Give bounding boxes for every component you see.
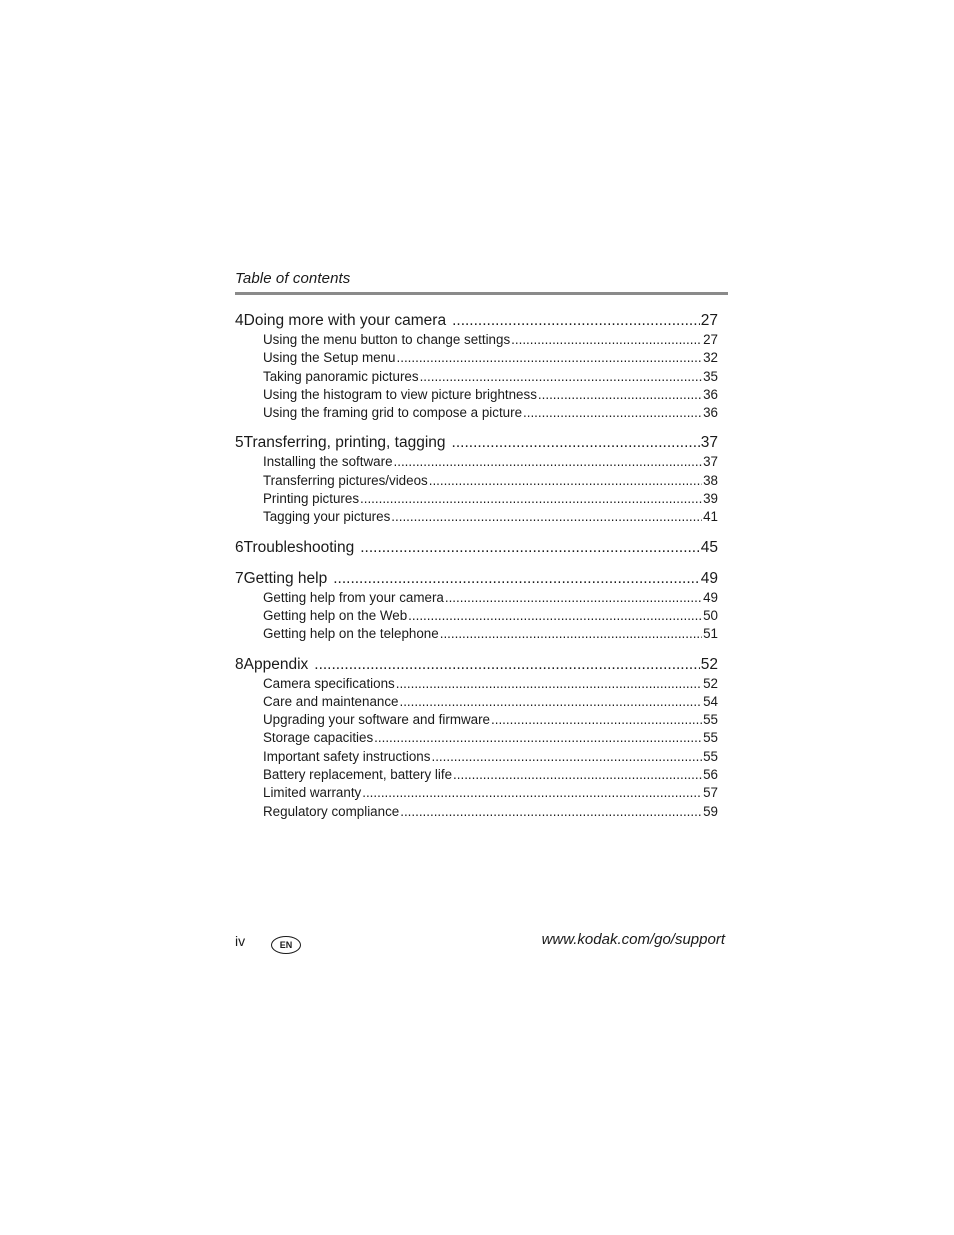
toc-chapter-entry[interactable]	[235, 538, 718, 558]
page-number: 50	[703, 607, 718, 623]
chapter-number: 5	[235, 434, 244, 452]
page-number: 41	[703, 509, 718, 525]
dot-leader	[391, 508, 702, 526]
page-number: 49	[703, 589, 718, 605]
toc-chapter-entry[interactable]	[235, 655, 718, 675]
dot-leader	[399, 693, 702, 711]
page-number: 45	[700, 538, 718, 556]
toc-section-entry[interactable]	[235, 729, 718, 747]
section-title: Using the histogram to view picture brightness	[263, 386, 537, 402]
dot-leader	[397, 349, 703, 367]
dot-leader	[452, 311, 700, 331]
toc-section-entry[interactable]	[235, 331, 718, 349]
dot-leader	[453, 766, 702, 784]
dot-leader	[333, 569, 700, 589]
page-number: 35	[703, 368, 718, 384]
toc-chapter-entry[interactable]	[235, 433, 718, 453]
section-title: Using the framing grid to compose a picture	[263, 405, 523, 421]
section-title: Transferring pictures/videos	[263, 472, 428, 488]
toc-chapter-5	[235, 433, 718, 526]
section-title: Battery replacement, battery life	[263, 767, 453, 783]
toc-section-entry[interactable]	[235, 803, 718, 821]
dot-leader	[431, 748, 702, 766]
dot-leader	[523, 404, 702, 422]
chapter-title: Appendix	[243, 655, 309, 673]
toc-section-entry[interactable]	[235, 625, 718, 643]
dot-leader	[396, 675, 702, 693]
section-title: Tagging your pictures	[263, 509, 391, 525]
chapter-title: Getting help	[243, 569, 328, 587]
page-number: 38	[703, 472, 718, 488]
chapter-title: Transferring, printing, tagging	[243, 434, 446, 452]
page-number: 59	[703, 803, 718, 819]
toc-section-entry[interactable]	[235, 766, 718, 784]
page-number: 37	[700, 434, 718, 452]
toc-section-entry[interactable]	[235, 490, 718, 508]
page-number: 37	[703, 454, 718, 470]
toc-chapter-entry[interactable]	[235, 569, 718, 589]
page-number: 32	[703, 350, 718, 366]
header-rule	[235, 292, 728, 295]
toc-section-entry[interactable]	[235, 349, 718, 367]
dot-leader	[408, 607, 702, 625]
page-number: 49	[700, 569, 718, 587]
page-number: 52	[703, 675, 718, 691]
section-title: Installing the software	[263, 454, 393, 470]
page-number: 55	[703, 712, 718, 728]
section-title: Getting help on the Web	[263, 607, 408, 623]
chapter-title: Doing more with your camera	[243, 312, 447, 329]
dot-leader	[360, 538, 700, 558]
dot-leader	[491, 711, 702, 729]
toc-section-entry[interactable]	[235, 675, 718, 693]
dot-leader	[511, 331, 702, 349]
chapter-number: 4	[235, 312, 244, 329]
dot-leader	[538, 386, 702, 404]
dot-leader	[374, 729, 702, 747]
page-folio: iv	[235, 933, 246, 949]
section-title: Upgrading your software and firmware	[263, 712, 491, 728]
section-title: Using the Setup menu	[263, 350, 396, 366]
section-title: Taking panoramic pictures	[263, 368, 419, 384]
dot-leader	[400, 803, 702, 821]
section-title: Printing pictures	[263, 491, 360, 507]
table-of-contents	[235, 311, 718, 832]
page-number: 56	[703, 767, 718, 783]
toc-section-entry[interactable]	[235, 711, 718, 729]
toc-section-entry[interactable]	[235, 693, 718, 711]
toc-chapter-entry[interactable]	[235, 311, 718, 331]
toc-section-entry[interactable]	[235, 472, 718, 490]
chapter-title: Troubleshooting	[243, 538, 355, 556]
toc-section-entry[interactable]	[235, 607, 718, 625]
page-number: 57	[703, 785, 718, 801]
toc-section-entry[interactable]	[235, 589, 718, 607]
toc-chapter-6	[235, 538, 718, 558]
section-title: Limited warranty	[263, 785, 362, 801]
toc-section-entry[interactable]	[235, 508, 718, 526]
section-title: Care and maintenance	[263, 693, 399, 709]
chapter-number: 8	[235, 655, 244, 673]
support-url-link[interactable]: www.kodak.com/go/support	[541, 931, 725, 948]
section-title: Getting help on the telephone	[263, 626, 439, 642]
section-title: Regulatory compliance	[263, 803, 400, 819]
page-number: 52	[700, 655, 718, 673]
page-number: 54	[703, 693, 718, 709]
section-title: Using the menu button to change settings	[263, 332, 511, 347]
page-number: 55	[703, 730, 718, 746]
dot-leader	[445, 589, 702, 607]
toc-section-entry[interactable]	[235, 748, 718, 766]
page-number: 39	[703, 491, 718, 507]
dot-leader	[360, 490, 702, 508]
page-number: 36	[703, 386, 718, 402]
dot-leader	[452, 433, 700, 453]
dot-leader	[420, 368, 703, 386]
chapter-number: 7	[235, 569, 244, 587]
page-number: 55	[703, 748, 718, 764]
language-badge: EN	[271, 936, 301, 954]
toc-chapter-4	[235, 311, 718, 422]
section-title: Important safety instructions	[263, 748, 431, 764]
toc-section-entry[interactable]	[235, 386, 718, 404]
page-number: 27	[700, 312, 718, 329]
section-title: Getting help from your camera	[263, 589, 444, 605]
dot-leader	[314, 655, 699, 675]
page-number: 36	[703, 405, 718, 421]
toc-chapter-8	[235, 655, 718, 821]
page-number: 51	[703, 626, 718, 642]
toc-section-entry[interactable]	[235, 404, 718, 422]
toc-section-entry[interactable]	[235, 453, 718, 471]
toc-section-entry[interactable]	[235, 784, 718, 802]
page-number: 27	[703, 332, 718, 347]
running-head-title: Table of contents	[235, 270, 351, 287]
dot-leader	[394, 453, 703, 471]
section-title: Storage capacities	[263, 730, 374, 746]
dot-leader	[362, 784, 702, 802]
chapter-number: 6	[235, 538, 244, 556]
section-title: Camera specifications	[263, 675, 395, 691]
dot-leader	[440, 625, 702, 643]
toc-section-entry[interactable]	[235, 368, 718, 386]
toc-chapter-7	[235, 569, 718, 644]
dot-leader	[429, 472, 702, 490]
